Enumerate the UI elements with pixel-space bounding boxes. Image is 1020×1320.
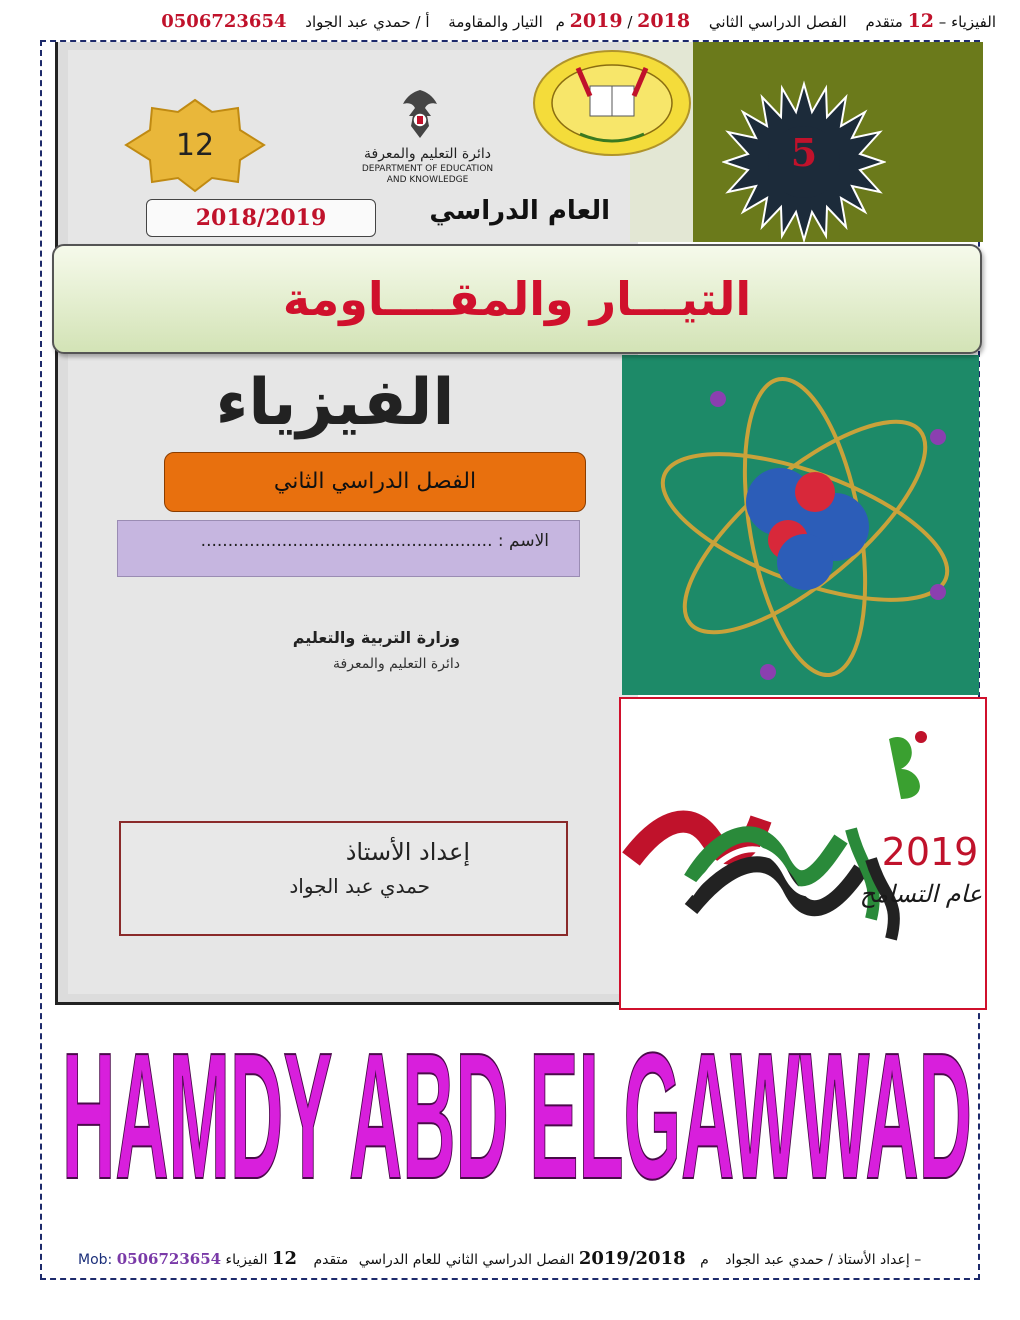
author-name-banner [52,1000,982,1200]
footer-grade: 12 [271,1248,297,1269]
tolerance-text: عام التسامح [859,880,983,908]
header-semester: الفصل الدراسي الثاني [708,13,847,31]
dept-name-ar: دائرة التعليم والمعرفة [364,146,491,162]
header-unit: التيار والمقاومة [448,13,543,31]
unit-title: التيـــار والمقــــاومة [282,272,752,326]
header-teacher: أ / حمدي عبد الجواد [305,13,430,31]
name-dots: ...................................................... [200,531,493,551]
tolerance-year: 2019 [881,830,979,874]
eagle-emblem-icon [395,86,445,144]
footer-year: 2019/2018 [578,1248,686,1269]
dept-name-en: DEPARTMENT OF EDUCATION AND KNOWLEDGE [361,164,494,185]
footer-era: م [700,1252,709,1268]
ministry-name: وزارة التربية والتعليم [292,628,460,647]
grade-badge: 12 [175,128,215,163]
footer-prepared: إعداد الأستاذ / حمدي عبد الجواد [725,1252,910,1268]
atom-icon [640,362,970,692]
semester-box: الفصل الدراسي الثاني [164,452,586,512]
department-line: دائرة التعليم والمعرفة [333,656,460,672]
footer-subject: الفيزياء – [225,1252,922,1268]
student-name-field[interactable] [117,520,580,577]
academic-year-label: العام الدراسي [429,196,610,226]
footer-phone: 0506723654 [116,1250,222,1268]
school-seal-icon [530,48,695,158]
header-phone: 0506723654 [161,11,287,32]
author-name: حمدي عبد الجواد [289,874,430,898]
subject-title: الفيزياء [215,366,455,440]
footer-mob-label: Mob: [78,1252,113,1268]
unit-number: 5 [790,130,818,175]
header-year: 2018 / 2019 م [555,10,691,32]
svg-text:HAMDY ABD ELGAWWAD: HAMDY ABD ELGAWWAD [62,1016,972,1200]
page-header [96,10,996,38]
footer-semester: الفصل الدراسي الثاني للعام الدراسي [358,1252,575,1268]
name-label: الاسم : [497,531,549,551]
prepared-by-label: إعداد الأستاذ [345,838,470,866]
page-footer [78,1248,978,1272]
footer-level: متقدم [313,1252,349,1268]
academic-year-value: 2018/2019 [146,199,376,237]
header-subject: الفيزياء – 12 متقدم [865,10,996,32]
